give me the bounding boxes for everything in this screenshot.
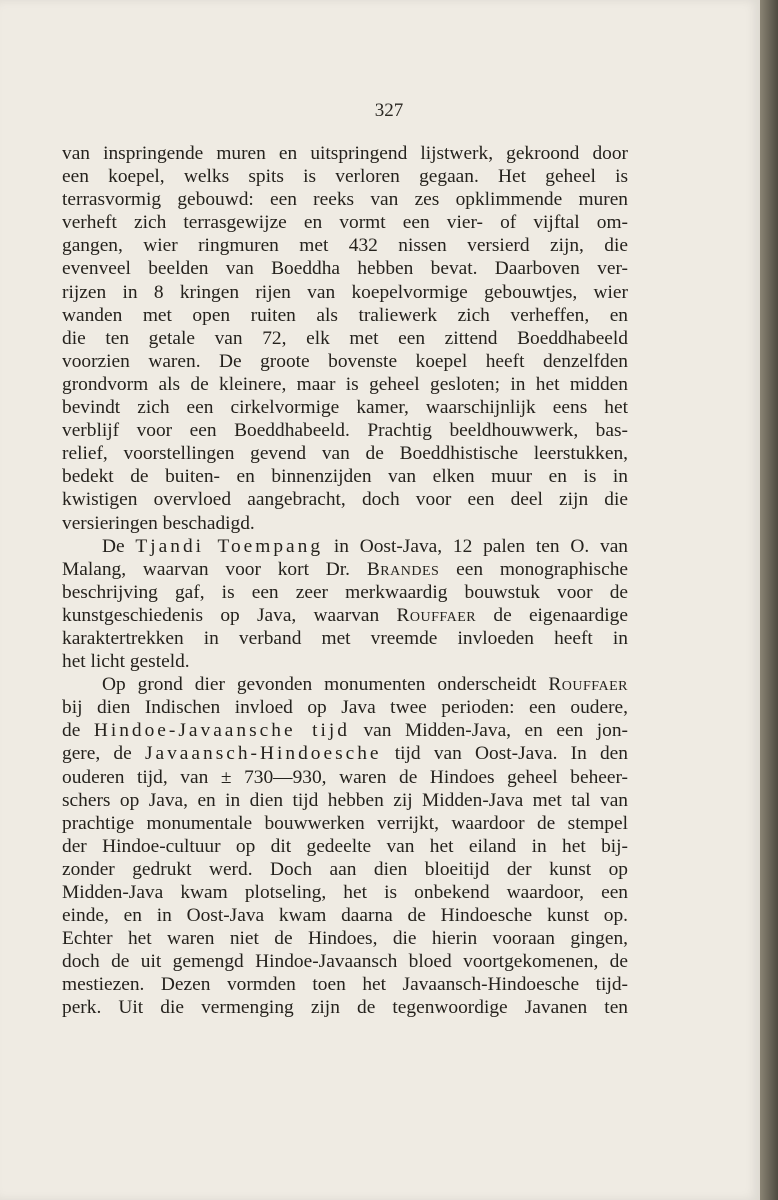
text-line: versieringen beschadigd. [62, 512, 255, 534]
text-line: der Hindoe-cultuur op dit gedeelte van het eiland in het bij- [62, 835, 628, 857]
spaced-term: Hindoe-Javaansche tijd [93, 720, 350, 742]
text-line: verheft zich terrasgewijze en vormt een vier- of vijftal om- [62, 212, 628, 234]
text-line: rijzen in 8 kringen rijen van koepelvormige gebouwtjes, wier [62, 281, 628, 303]
text-line: bij dien Indischen invloed op Java twee perioden: een oudere, [62, 697, 628, 719]
text-span: Op grond dier gevonden monumenten onderscheidt [102, 674, 549, 696]
author-name: Rouffaer [548, 674, 628, 696]
text-line: perk. Uit die vermenging zijn de tegenwoordige Javanen ten [62, 997, 628, 1019]
text-span: de [62, 720, 94, 742]
text-line: Echter het waren niet de Hindoes, die hierin vooraan gingen, [62, 928, 628, 950]
text-span: De [102, 535, 136, 557]
text-line: relief, voorstellingen gevend van de Boeddhistische leerstukken, [62, 443, 628, 465]
text-span: gere, de [62, 743, 145, 765]
text-line [62, 558, 628, 581]
text-span: een monographische [439, 558, 628, 580]
text-span: in Oost-Java, 12 palen ten O. van [323, 535, 628, 557]
text-line: Midden-Java kwam plotseling, het is onbekend waardoor, een [62, 882, 628, 903]
spaced-term: Javaansch-Hindoesche [144, 743, 382, 765]
text-line [62, 742, 628, 765]
author-name: Rouffaer [396, 604, 477, 626]
text-line: karaktertrekken in verband met vreemde invloeden heeft in [62, 627, 628, 649]
text-line: zonder gedrukt werd. Doch aan dien bloeitijd der kunst op [62, 858, 628, 880]
text-line: een koepel, welks spits is verloren gegaan. Het geheel is [62, 166, 628, 188]
text-line [62, 535, 628, 558]
text-line: voorzien waren. De groote bovenste koepel heeft denzelfden [62, 350, 628, 372]
text-line: bevindt zich een cirkelvormige kamer, waarschijnlijk eens het [62, 397, 628, 419]
text-line: die ten getale van 72, elk met een zittend Boeddhabeeld [62, 327, 628, 349]
text-line: terrasvormig gebouwd: een reeks van zes opklimmende muren [62, 189, 628, 211]
text-line: wanden met open ruiten als traliewerk zich verheffen, en [62, 304, 628, 326]
text-line [62, 719, 628, 742]
author-name: Brandes [366, 558, 440, 580]
text-line: van inspringende muren en uitspringend lijstwerk, gekroond door [62, 143, 628, 164]
body-text [62, 142, 628, 1020]
text-span: Malang, waarvan voor kort Dr. [62, 558, 367, 580]
text-span: kunstgeschiedenis op Java, waarvan [62, 604, 397, 626]
text-line: grondvorm als de kleinere, maar is geheel gesloten; in het midden [62, 373, 628, 395]
text-line [62, 604, 628, 627]
text-line: mestiezen. Dezen vormden toen het Javaansch-Hindoesche tijd- [62, 974, 628, 996]
text-line: verblijf voor een Boeddhabeeld. Prachtig beeldhouwwerk, bas- [62, 420, 628, 442]
text-line: het licht gesteld. [62, 651, 190, 673]
text-line: doch de uit gemengd Hindoe-Javaansch bloed voortgekomenen, de [62, 951, 628, 973]
text-span: de eigenaardige [476, 604, 628, 626]
text-line: evenveel beelden van Boeddha hebben bevat. Daarboven ver- [62, 258, 628, 280]
text-line: gangen, wier ringmuren met 432 nissen versierd zijn, die [62, 235, 628, 257]
text-line: prachtige monumentale bouwwerken verrijkt, waardoor de stempel [62, 812, 628, 834]
text-span: tijd van Oost-Java. In den [381, 743, 628, 765]
text-line: schers op Java, en in dien tijd hebben zij Midden-Java met tal van [62, 789, 628, 811]
text-line: bedekt de buiten- en binnenzijden van elken muur en is in [62, 466, 628, 488]
spaced-term: Tjandi Toempang [135, 535, 324, 557]
text-line: ouderen tijd, van ± 730—930, waren de Hindoes geheel beheer- [62, 766, 628, 788]
text-line: kwistigen overvloed aangebracht, doch voor een deel zijn die [62, 489, 628, 511]
page-number: 327 [374, 100, 404, 121]
text-span: van Midden-Java, en een jon- [349, 720, 628, 742]
text-line: einde, en in Oost-Java kwam daarna de Hindoesche kunst op. [62, 905, 628, 927]
text-line [62, 673, 628, 696]
text-line: beschrijving gaf, is een zeer merkwaardig bouwstuk voor de [62, 581, 628, 603]
book-spine-edge [760, 0, 778, 1200]
